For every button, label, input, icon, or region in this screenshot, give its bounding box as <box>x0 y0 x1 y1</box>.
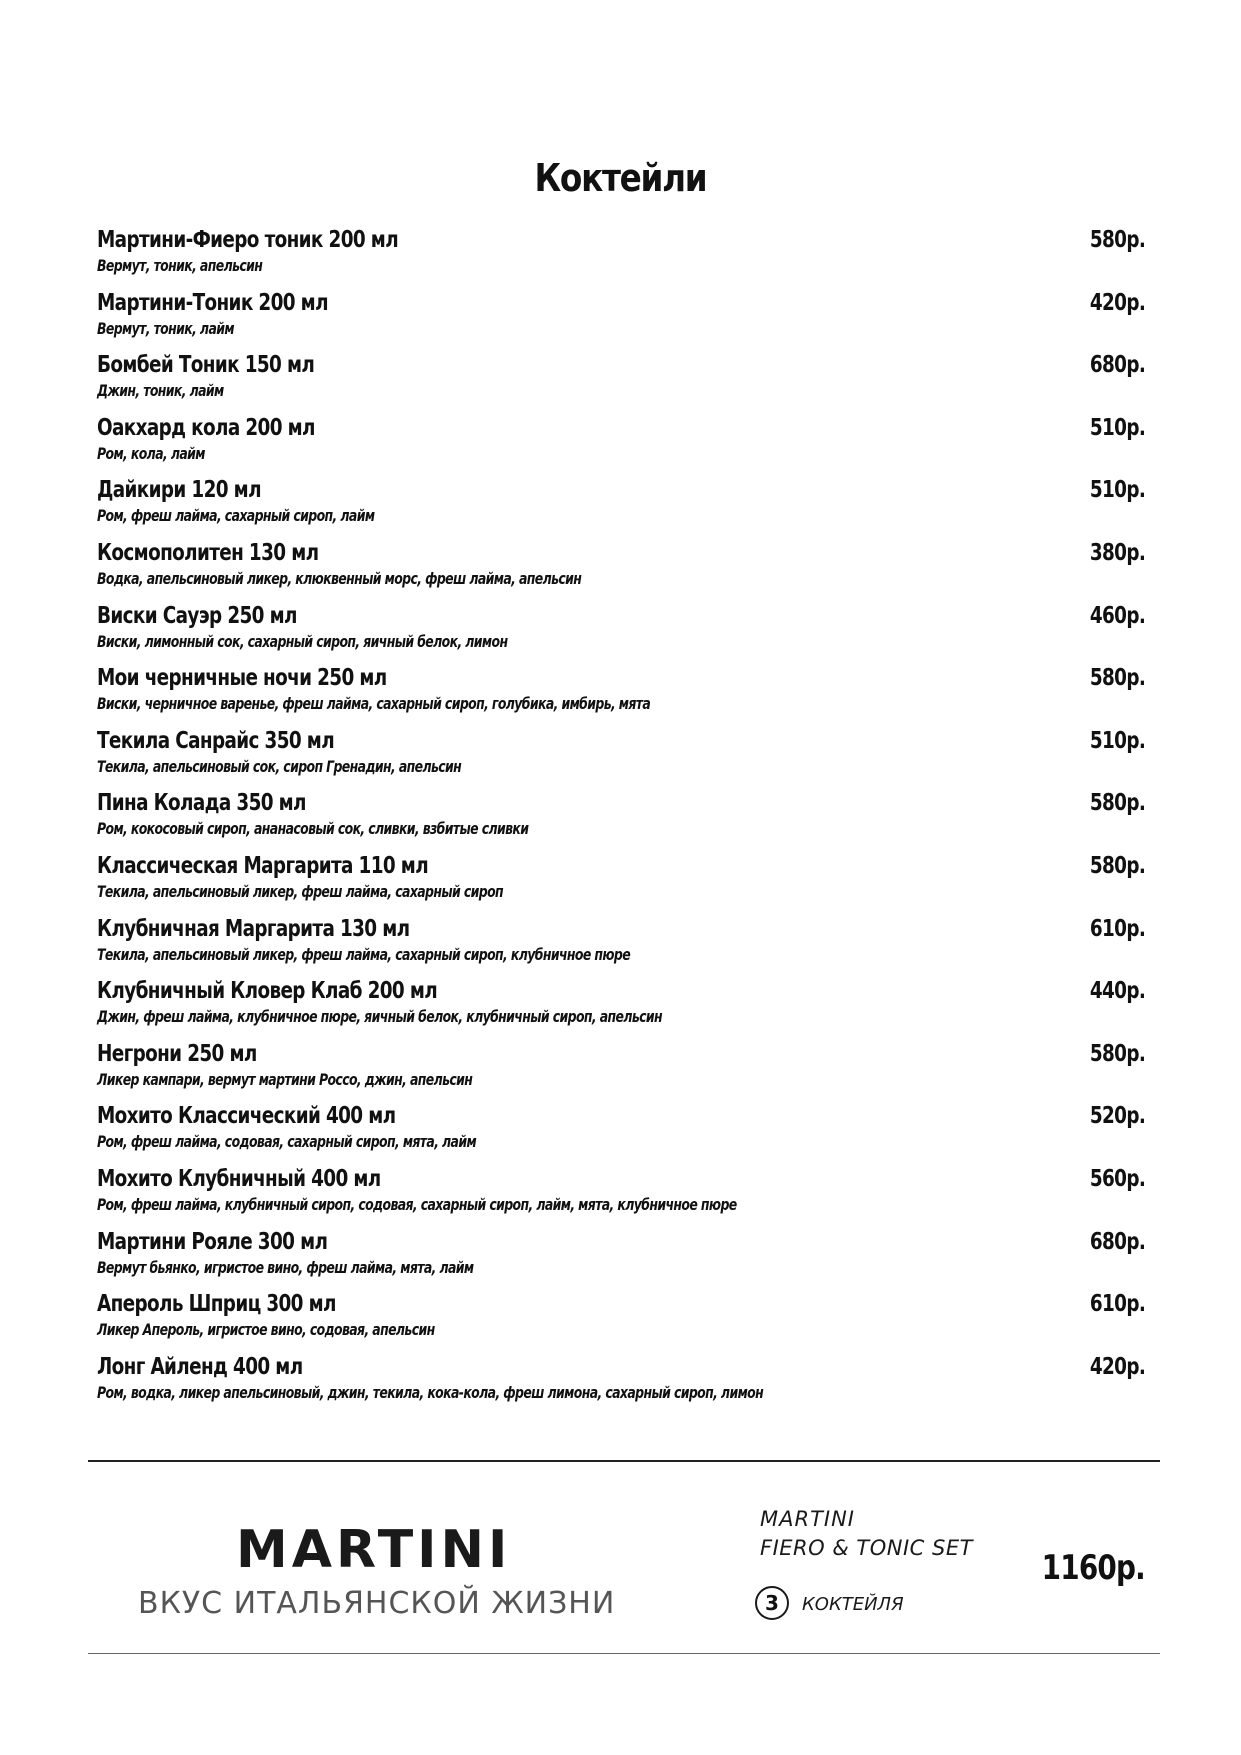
menu-item <box>97 915 1145 978</box>
item-name: Клубничный Кловер Клаб 200 мл <box>97 978 438 1005</box>
item-name: Виски Сауэр 250 мл <box>97 602 297 629</box>
item-price: 680р. <box>1089 1228 1145 1255</box>
item-price: 510р. <box>1089 727 1145 754</box>
item-description: Ликер Апероль, игристое вино, содовая, апельсин <box>97 1320 435 1340</box>
item-name: Клубничная Маргарита 130 мл <box>97 915 410 942</box>
item-price: 420р. <box>1089 1353 1145 1380</box>
item-price: 560р. <box>1089 1165 1145 1192</box>
martini-logo: MARTINI <box>236 1520 512 1580</box>
item-description: Вермут, тоник, лайм <box>97 318 234 338</box>
item-name: Мохито Классический 400 мл <box>97 1103 396 1130</box>
menu-item <box>97 226 1145 289</box>
item-description: Виски, лимонный сок, сахарный сироп, яичный белок, лимон <box>97 631 508 651</box>
item-price: 580р. <box>1089 665 1145 692</box>
item-price: 580р. <box>1089 227 1145 253</box>
brand-tagline: ВКУС ИТАЛЬЯНСКОЙ ЖИЗНИ <box>138 1586 616 1621</box>
item-name: Классическая Маргарита 110 мл <box>97 852 429 879</box>
item-description: Джин, тоник, лайм <box>97 381 224 401</box>
item-price: 520р. <box>1089 1103 1145 1130</box>
menu-item <box>97 351 1145 414</box>
item-name: Лонг Айленд 400 мл <box>97 1353 303 1380</box>
item-price: 440р. <box>1089 978 1145 1005</box>
page-title: Коктейли <box>534 156 707 200</box>
item-description: Вермут бьянко, игристое вино, фреш лайма, мята, лайм <box>97 1257 474 1277</box>
item-description: Джин, фреш лайма, клубничное пюре, яичный белок, клубничный сироп, апельсин <box>97 1007 663 1027</box>
item-price: 610р. <box>1089 1291 1145 1318</box>
item-description: Ром, кокосовый сироп, ананасовый сок, сливки, взбитые сливки <box>97 819 529 839</box>
menu-item <box>97 852 1145 915</box>
menu-item <box>97 727 1145 790</box>
menu-item <box>97 1165 1145 1228</box>
menu-item <box>97 977 1145 1040</box>
item-price: 510р. <box>1089 477 1145 504</box>
menu-item <box>97 1102 1145 1165</box>
item-description: Ром, фреш лайма, сахарный сироп, лайм <box>97 506 375 526</box>
item-price: 580р. <box>1089 790 1145 817</box>
menu-item <box>97 1040 1145 1103</box>
item-name: Негрони 250 мл <box>97 1040 257 1067</box>
item-price: 580р. <box>1089 1040 1145 1067</box>
divider-bottom <box>88 1653 1160 1654</box>
item-price: 460р. <box>1089 602 1145 629</box>
item-description: Водка, апельсиновый ликер, клюквенный морс, фреш лайма, апельсин <box>97 568 582 588</box>
item-name: Апероль Шприц 300 мл <box>97 1291 336 1318</box>
item-description: Ром, фреш лайма, содовая, сахарный сироп, мята, лайм <box>97 1132 477 1152</box>
menu-item <box>97 1290 1145 1353</box>
item-name: Дайкири 120 мл <box>97 477 261 504</box>
item-name: Мартини Рояле 300 мл <box>97 1228 328 1255</box>
item-name: Космополитен 130 мл <box>97 539 319 566</box>
item-price: 610р. <box>1089 915 1145 942</box>
item-price: 680р. <box>1089 352 1145 379</box>
set-brand: MARTINI <box>760 1507 855 1531</box>
set-price: 1160р. <box>1041 1548 1145 1588</box>
item-description: Ром, фреш лайма, клубничный сироп, содовая, сахарный сироп, лайм, мята, клубничное пюре <box>97 1194 737 1214</box>
item-price: 380р. <box>1089 539 1145 566</box>
item-name: Бомбей Тоник 150 мл <box>97 352 315 379</box>
item-name: Мохито Клубничный 400 мл <box>97 1165 381 1192</box>
item-description: Виски, черничное варенье, фреш лайма, сахарный сироп, голубика, имбирь, мята <box>97 694 651 714</box>
menu-item <box>97 476 1145 539</box>
item-name: Мартини-Тоник 200 мл <box>97 289 328 316</box>
item-price: 580р. <box>1089 852 1145 879</box>
menu-item <box>97 539 1145 602</box>
divider-top <box>88 1460 1160 1462</box>
item-name: Мартини-Фиеро тоник 200 мл <box>97 227 399 253</box>
menu-item <box>97 414 1145 477</box>
item-description: Ликер кампари, вермут мартини Россо, джин, апельсин <box>97 1069 473 1089</box>
item-description: Текила, апельсиновый ликер, фреш лайма, сахарный сироп, клубничное пюре <box>97 944 631 964</box>
menu-item <box>97 789 1145 852</box>
item-name: Текила Санрайс 350 мл <box>97 727 335 754</box>
item-description: Текила, апельсиновый сок, сироп Гренадин, апельсин <box>97 756 462 776</box>
menu-item <box>97 1353 1145 1416</box>
item-price: 420р. <box>1089 289 1145 316</box>
item-description: Ром, кола, лайм <box>97 443 205 463</box>
item-description: Текила, апельсиновый ликер, фреш лайма, сахарный сироп <box>97 881 504 901</box>
cocktail-list <box>97 226 1145 1415</box>
set-count-badge: 3 <box>755 1586 789 1620</box>
menu-item <box>97 602 1145 665</box>
menu-item <box>97 1228 1145 1291</box>
item-price: 510р. <box>1089 414 1145 441</box>
menu-item <box>97 664 1145 727</box>
set-title: FIERO & TONIC SET <box>760 1536 973 1560</box>
set-count-label: КОКТЕЙЛЯ <box>802 1594 904 1615</box>
item-description: Вермут, тоник, апельсин <box>97 256 263 275</box>
item-name: Пина Колада 350 мл <box>97 790 306 817</box>
item-name: Мои черничные ночи 250 мл <box>97 665 387 692</box>
item-description: Ром, водка, ликер апельсиновый, джин, текила, кока-кола, фреш лимона, сахарный сироп, лимон <box>97 1382 764 1402</box>
menu-item <box>97 289 1145 352</box>
item-name: Оакхард кола 200 мл <box>97 414 315 441</box>
